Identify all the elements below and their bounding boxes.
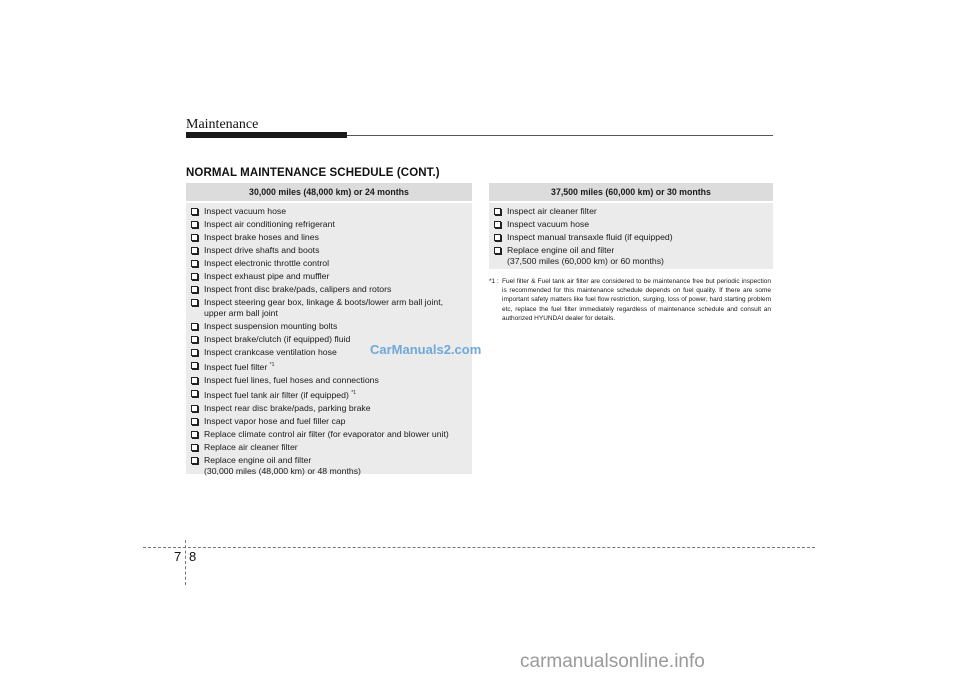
checklist-item xyxy=(191,206,466,217)
schedule-box-heading: 30,000 miles (48,000 km) or 24 months xyxy=(186,183,472,203)
checklist-item-label: Inspect fuel filter xyxy=(204,361,270,372)
checklist-item-text xyxy=(204,321,466,332)
checklist-item-text xyxy=(204,206,466,217)
schedule-item-list xyxy=(489,203,773,273)
checklist-item xyxy=(191,321,466,332)
checkbox-icon xyxy=(191,323,200,328)
checklist-item-label: Replace air cleaner filter xyxy=(204,441,298,452)
checklist-item-subtext: upper arm ball joint xyxy=(204,308,278,318)
checklist-item xyxy=(191,232,466,243)
checklist-item-text xyxy=(204,429,466,440)
checklist-item-label: Inspect exhaust pipe and muffler xyxy=(204,271,330,281)
checklist-item xyxy=(191,416,466,427)
checklist-item-subtext: (30,000 miles (48,000 km) or 48 months) xyxy=(204,465,361,476)
checklist-item-label: Inspect suspension mounting bolts xyxy=(204,321,338,331)
checklist-item-text xyxy=(507,206,767,217)
checklist-item-label: Inspect vapor hose and fuel filler cap xyxy=(204,415,346,426)
checkbox-icon xyxy=(191,362,200,367)
checklist-item-text xyxy=(204,455,466,477)
checkbox-icon xyxy=(494,234,503,239)
footnote-mark: *1 : xyxy=(489,278,499,285)
checklist-item-text xyxy=(204,271,466,282)
footnote xyxy=(489,277,771,323)
page-rule xyxy=(143,547,815,548)
footnote-reference: *1 xyxy=(351,389,357,396)
watermark: CarManuals2.com xyxy=(370,342,482,357)
checklist-item-label: Inspect crankcase ventilation hose xyxy=(204,347,337,357)
checklist-item xyxy=(191,258,466,269)
checklist-item-text xyxy=(204,232,466,243)
checklist-item xyxy=(191,455,466,477)
checklist-item-label: Inspect steering gear box, linkage & boots/lower arm ball joint, xyxy=(204,297,444,307)
checkbox-icon xyxy=(191,336,200,341)
checklist-item xyxy=(494,206,767,217)
checklist-item-label: Inspect vacuum hose xyxy=(204,206,287,216)
checklist-item-text xyxy=(204,388,466,401)
checklist-item-label: Inspect fuel lines, fuel hoses and connections xyxy=(204,374,379,385)
schedule-box-37500 xyxy=(489,183,773,269)
checklist-item-label: Inspect front disc brake/pads, calipers and rotors xyxy=(204,284,392,294)
checklist-item xyxy=(494,245,767,267)
checklist-item-label: Inspect drive shafts and boots xyxy=(204,245,320,255)
checklist-item-text xyxy=(204,416,466,427)
checkbox-icon xyxy=(191,299,200,304)
checklist-item-text xyxy=(204,375,466,386)
checkbox-icon xyxy=(191,390,200,395)
checklist-item xyxy=(191,219,466,230)
checklist-item xyxy=(191,442,466,453)
checkbox-icon xyxy=(494,221,503,226)
section-title: NORMAL MAINTENANCE SCHEDULE (CONT.) xyxy=(186,167,440,179)
checklist-item-label: Inspect fuel tank air filter (if equipped) xyxy=(204,389,352,400)
checklist-item xyxy=(494,219,767,230)
checkbox-icon xyxy=(191,221,200,226)
checklist-item-label: Inspect air conditioning refrigerant xyxy=(204,219,335,229)
checklist-item xyxy=(191,271,466,282)
footnote-reference: *1 xyxy=(269,362,275,368)
checklist-item-text xyxy=(204,258,466,269)
header-bar xyxy=(186,132,347,138)
checklist-item xyxy=(191,375,466,386)
checkbox-icon xyxy=(191,247,200,252)
checklist-item xyxy=(191,245,466,256)
checklist-item-text xyxy=(204,284,466,295)
checklist-item xyxy=(191,429,466,440)
checklist-item xyxy=(191,284,466,295)
checklist-item-text xyxy=(204,403,466,414)
checkbox-icon xyxy=(191,418,200,423)
checkbox-icon xyxy=(191,349,200,354)
checklist-item-text xyxy=(204,219,466,230)
checkbox-icon xyxy=(191,444,200,449)
checklist-item-label: Inspect manual transaxle fluid (if equipped) xyxy=(507,232,673,242)
checkbox-icon xyxy=(191,377,200,382)
checklist-item xyxy=(191,297,466,319)
checkbox-icon xyxy=(191,273,200,278)
footnote-text: Fuel filter & Fuel tank air filter are considered to be maintenance free but periodic inspection is recommended for this maintenance schedule depends on fuel quality. If there are some important safety matters like fuel flow restriction, surging, loss of power, hard starting problem etc, replace the fuel filter immediately regardless of maintenance schedule and consult an authorized HYUNDAI dealer for details. xyxy=(502,278,771,322)
checkbox-icon xyxy=(494,247,503,252)
checklist-item-text xyxy=(204,245,466,256)
checklist-item-text xyxy=(507,219,767,230)
checkbox-icon xyxy=(191,208,200,213)
checklist-item-subtext: (37,500 miles (60,000 km) or 60 months) xyxy=(507,256,664,266)
schedule-box-heading: 37,500 miles (60,000 km) or 30 months xyxy=(489,183,773,203)
checklist-item xyxy=(191,388,466,401)
page-vrule xyxy=(185,540,186,585)
schedule-box-30000 xyxy=(186,183,472,474)
checkbox-icon xyxy=(494,208,503,213)
checklist-item-label: Inspect air cleaner filter xyxy=(507,206,597,216)
checklist-item-label: Inspect electronic throttle control xyxy=(204,258,330,268)
checklist-item-label: Replace climate control air filter (for evaporator and blower unit) xyxy=(204,428,449,439)
checklist-item xyxy=(494,232,767,243)
checkbox-icon xyxy=(191,431,200,436)
checklist-item-label: Inspect vacuum hose xyxy=(507,219,590,229)
checkbox-icon xyxy=(191,234,200,239)
checkbox-icon xyxy=(191,260,200,265)
page-number: 8 xyxy=(189,549,197,564)
checklist-item-label: Inspect rear disc brake/pads, parking brake xyxy=(204,402,371,413)
checklist-item-text xyxy=(507,232,767,243)
checklist-item-text xyxy=(507,245,767,267)
checklist-item xyxy=(191,360,466,373)
checklist-item-text xyxy=(204,297,466,319)
checkbox-icon xyxy=(191,286,200,291)
checklist-item-text xyxy=(204,360,466,373)
checklist-item xyxy=(191,403,466,414)
footer-watermark: carmanualsonline.info xyxy=(520,651,705,672)
checkbox-icon xyxy=(191,457,200,462)
page-chapter-number: 7 xyxy=(174,549,182,564)
checklist-item-label: Inspect brake hoses and lines xyxy=(204,232,319,242)
checkbox-icon xyxy=(191,405,200,410)
checklist-item-label: Replace engine oil and filter xyxy=(204,454,312,465)
checklist-item-label: Inspect brake/clutch (if equipped) fluid xyxy=(204,334,351,344)
header-title: Maintenance xyxy=(186,117,259,132)
checklist-item-label: Replace engine oil and filter xyxy=(507,245,615,255)
checklist-item-text xyxy=(204,442,466,453)
